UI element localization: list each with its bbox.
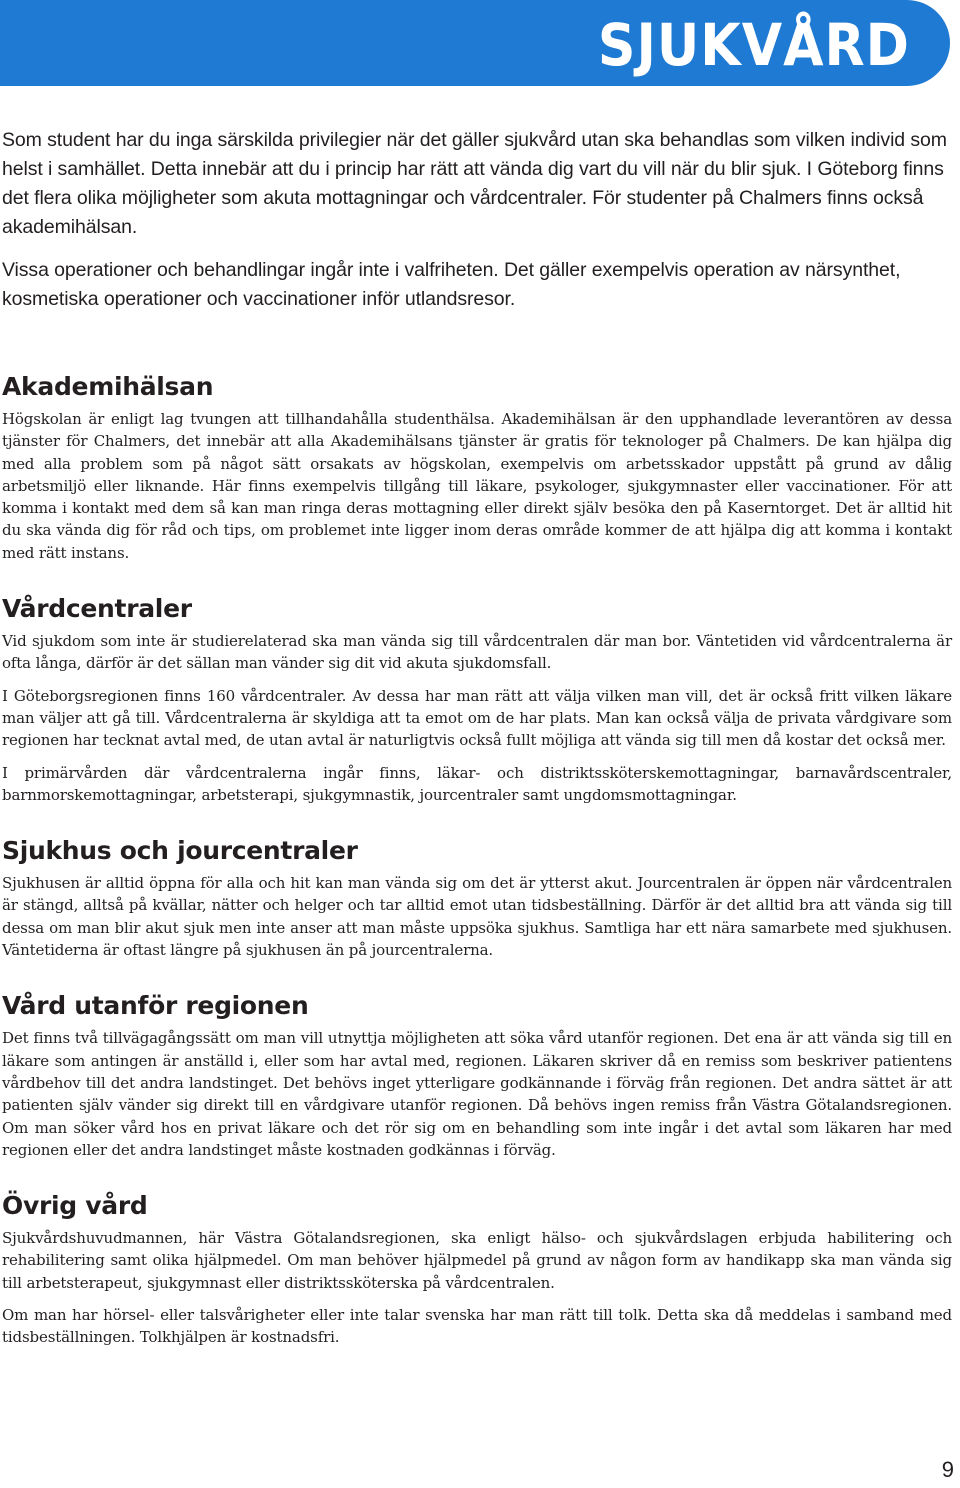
heading-vardcentraler: Vårdcentraler bbox=[2, 594, 192, 624]
section-sjukhus bbox=[2, 834, 952, 961]
section-ovrig-vard bbox=[2, 1189, 952, 1348]
page-title: SJUKVÅRD bbox=[597, 11, 910, 79]
intro-paragraph-1: Som student har du inga särskilda privilegier när det gäller sjukvård utan ska behandlas som vilken individ som helst i samhället. Detta innebär att du i princip har rätt att vända dig vart du vill när du blir sjuk. I Göteborg finns det flera olika möjligheter som akuta mottagningar och vårdcentraler. För studenter på Chalmers finns också akademihälsan. bbox=[2, 129, 947, 238]
section-vard-utanfor-regionen bbox=[2, 989, 952, 1161]
paragraph-akademihalsan-1: Högskolan är enligt lag tvungen att tillhandahålla studenthälsa. Akademihälsan är den upphandlade leverantören av dessa tjänster för Chalmers, det innebär att alla Akademihälsans tjänster är gratis för teknologer på Chalmers. De kan hjälpa dig med alla problem som på något sätt orsakats av högskolan, exempelvis om arbetsskador uppstått på grund av dålig arbetsmiljö eller liknande. Här finns exempelvis tillgång till läkare, psykologer, sjukgymnaster eller vaccinationer. För att komma i kontakt med dem så kan man ringa deras mottagning eller direkt själv besöka den på Kaserntorget. Det är alltid hit du ska vända dig för råd och tips, om problemet inte ligger inom deras område kommer de att hjälpa dig att komma i kontakt med rätt instans. bbox=[2, 410, 952, 562]
paragraph-vardcentraler-3: I primärvården där vårdcentralerna ingår finns, läkar- och distriktssköterskemottagningar, barnavårdscentraler, barnmorskemottagningar, arbetsterapi, sjukgymnastik, jourcentraler samt ungdomsmottagningar. bbox=[2, 763, 952, 804]
paragraph-sjukhus-1: Sjukhusen är alltid öppna för alla och hit kan man vända sig om det är ytterst akut. Jourcentralen är öppen när vårdcentralen är stängd, alltså på kvällar, nätter och helger och tar alltid emot utan tidsbeställning. Därför är det alltid bra att vända sig till dessa om man blir akut sjuk men inte anser att man måste uppsöka sjukhus. Samtliga har ett nära samarbete med sjukhusen. Väntetiderna är oftast längre på sjukhusen än på jourcentralerna. bbox=[2, 874, 952, 960]
paragraph-vardcentraler-1: Vid sjukdom som inte är studierelaterad ska man vända sig till vårdcentralen där man bor. Väntetiden vid vårdcentralerna är ofta långa, därför är det sällan man vänder sig dit vid akuta sjukdomsfall. bbox=[2, 632, 952, 673]
intro-paragraph-2: Vissa operationer och behandlingar ingår inte i valfriheten. Det gäller exempelvis operation av närsynthet, kosmetiska operationer och vaccinationer inför utlandsresor. bbox=[2, 259, 901, 310]
intro-section bbox=[2, 126, 952, 328]
section-akademihalsan bbox=[2, 370, 952, 564]
section-vardcentraler bbox=[2, 592, 952, 806]
paragraph-ovrig-vard-2: Om man har hörsel- eller talsvårigheter eller inte talar svenska har man rätt till tolk. Detta ska då meddelas i samband med tidsbeställningen. Tolkhjälpen är kostnadsfri. bbox=[2, 1306, 952, 1347]
paragraph-vardcentraler-2: I Göteborgsregionen finns 160 vårdcentraler. Av dessa har man rätt att välja vilken man vill, det är också fritt vilken läkare man väljer att gå till. Vårdcentralerna är skyldiga att ta emot om de har plats. Man kan också välja de privata vårdgivare som regionen har tecknat avtal med, de utan avtal är naturligtvis också fullt möjliga att vända sig till men då kostar det också mer. bbox=[2, 686, 952, 750]
heading-akademihalsan: Akademihälsan bbox=[2, 372, 214, 401]
paragraph-ovrig-vard-1: Sjukvårdshuvudmannen, här Västra Götalandsregionen, ska enligt hälso- och sjukvårdslagen erbjuda habilitering och rehabilitering samt olika hjälpmedel. Om man behöver hjälpmedel på grund av någon form av handikapp ska man vända sig till arbetsterapeut, sjukgymnast eller distriktssköterska på vårdcentralen. bbox=[2, 1229, 952, 1292]
page-number: 9 bbox=[941, 1457, 954, 1482]
title-banner bbox=[0, 0, 950, 86]
heading-ovrig-vard: Övrig vård bbox=[2, 1191, 148, 1221]
paragraph-vard-utanfor-regionen-1: Det finns två tillvägagångssätt om man vill utnyttja möjligheten att söka vård utanför regionen. Det ena är att vända sig till en läkare som antingen är anställd i, eller som har avtal med, regionen. Läkaren skriver då en remiss som beskriver patientens vårdbehov till det andra landstinget. Det behövs inget ytterligare godkännande i förväg från regionen. Det andra sättet är att patienten själv vänder sig direkt till en vårdgivare utanför regionen. Då behövs ingen remiss från Västra Götalandsregionen. Om man söker vård hos en privat läkare och det rör sig om en behandling som inte ingår i det avtal som läkaren har med regionen eller det andra landstinget måste kostnaden godkännas i förväg. bbox=[2, 1029, 952, 1159]
heading-vard-utanfor-regionen: Vård utanför regionen bbox=[2, 991, 309, 1021]
heading-sjukhus: Sjukhus och jourcentraler bbox=[2, 836, 358, 866]
main-content bbox=[2, 370, 952, 1377]
